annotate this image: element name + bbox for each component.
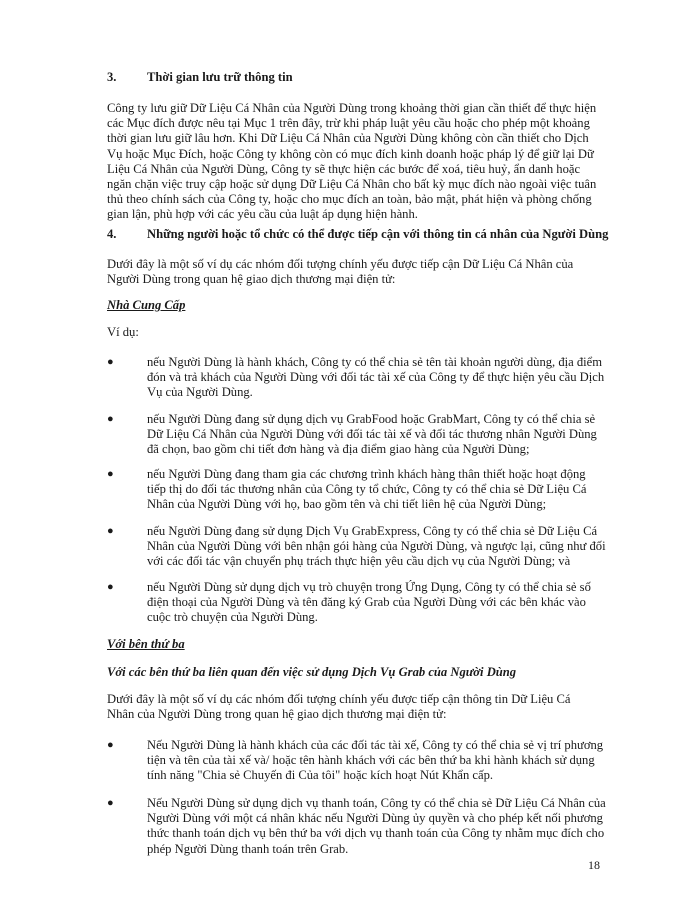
list-item-text: Nếu Người Dùng là hành khách của các đối tác tài xế, Công ty có thể chia sẻ vị trí phương tiện và tên của tài xế và/ hoặc tên hành khách với các bên thứ ba khi hành khách sử dụng tính năng "Chia sẻ Chuyến đi Của tôi" hoặc kích hoạt Nút Khẩn cấp. [147,738,604,783]
bullet-icon: ● [107,413,114,425]
bullet-icon: ● [107,468,114,480]
section-3-title: Thời gian lưu trữ thông tin [147,70,293,84]
list-item-text: nếu Người Dùng đang tham gia các chương trình khách hàng thân thiết hoặc hoạt động tiếp thị do đối tác thương nhân của Công ty tổ chức, Công ty có thể chia sẻ Dữ Liệu Cá Nhân của Người Dùng với họ, bao gồm tên và chi tiết liên hệ của Người Dùng; [147,467,587,512]
list-item-text: nếu Người Dùng sử dụng dịch vụ trò chuyện trong Ứng Dụng, Công ty có thể chia sẻ số điện thoại của Người Dùng và tên đăng ký Grab của Người Dùng với các bên khác vào cuộc trò chuyện của Người Dùng. [147,580,591,625]
list-item-text: nếu Người Dùng là hành khách, Công ty có thể chia sẻ tên tài khoản người dùng, địa điểm đón và trả khách của Người Dùng với đối tác tài xế của Công ty để thực hiện yêu cầu Dịch Vụ của Người Dùng. [147,355,605,400]
page-number: 18 [588,858,600,872]
section-3-paragraph: Công ty lưu giữ Dữ Liệu Cá Nhân của Người Dùng trong khoảng thời gian cần thiết để thực hiện các Mục đích được nêu tại Mục 1 trên đây, trừ khi pháp luật yêu cầu hoặc cho phép một khoảng thời gian lưu giữ lâu hơn. Khi Dữ Liệu Cá Nhân của Người Dùng không còn cần thiết cho Dịch Vụ hoặc Mục Đích, hoặc Công ty không còn có mục đích kinh doanh hoặc pháp lý để giữ lại Dữ Liệu Cá Nhân của Người Dùng, Công ty sẽ thực hiện các bước để xoá, tiêu huỷ, ẩn danh hoặc ngăn chặn việc truy cập hoặc sử dụng Dữ Liệu Cá Nhân cho bất kỳ mục đích nào ngoài việc tuân thủ theo chính sách của Công ty, hoặc cho mục đích an toàn, bảo mật, phát hiện và phòng chống gian lận, phù hợp với các yêu cầu của luật áp dụng hiện hành. [107,101,597,222]
section-4-title: Những người hoặc tổ chức có thể được tiếp cận với thông tin cá nhân của Người Dùng [147,227,609,241]
section-4-number: 4. [107,227,117,241]
list-item-text: nếu Người Dùng đang sử dụng Dịch Vụ GrabExpress, Công ty có thể chia sẻ Dữ Liệu Cá Nhân của Người Dùng với bên nhận gói hàng của Người Dùng, và ngược lại, cũng như đối với các đối tác vận chuyển phụ trách thực hiện yêu cầu dịch vụ của Người Dùng; và [147,524,606,569]
third-party-intro: Dưới đây là một số ví dụ các nhóm đối tượng chính yếu được tiếp cận thông tin Dữ Liệu Cá Nhân của Người Dùng trong quan hệ giao dịch thương mại điện tử: [107,692,571,722]
bullet-icon: ● [107,739,114,751]
section-4-intro: Dưới đây là một số ví dụ các nhóm đối tượng chính yếu được tiếp cận Dữ Liệu Cá Nhân của Người Dùng trong quan hệ giao dịch thương mại điện tử: [107,257,574,287]
list-item-text: Nếu Người Dùng sử dụng dịch vụ thanh toán, Công ty có thể chia sẻ Dữ Liệu Cá Nhân của Người Dùng với một cá nhân khác nếu Người Dùng ủy quyền và cho phép kết nối phương thức thanh toán dịch vụ bên thứ ba với dịch vụ thanh toán của Công ty nhằm mục đích cho phép Người Dùng thanh toán trên Grab. [147,796,606,856]
bullet-icon: ● [107,797,114,809]
list-item-text: nếu Người Dùng đang sử dụng dịch vụ GrabFood hoặc GrabMart, Công ty có thể chia sẻ Dữ Liệu Cá Nhân của Người Dùng với đối tác tài xế và đối tác thương nhân Người Dùng đã chọn, bao gồm chi tiết đơn hàng và địa điểm giao hàng của Người Dùng; [147,412,597,457]
supplier-heading: Nhà Cung Cấp [107,298,186,312]
bullet-icon: ● [107,525,114,537]
section-3-number: 3. [107,70,117,84]
bullet-icon: ● [107,356,114,368]
bullet-icon: ● [107,581,114,593]
third-party-heading: Với bên thứ ba [107,637,185,651]
third-party-subheading: Với các bên thứ ba liên quan đến việc sử dụng Dịch Vụ Grab của Người Dùng [107,665,517,679]
example-label: Ví dụ: [107,325,139,339]
